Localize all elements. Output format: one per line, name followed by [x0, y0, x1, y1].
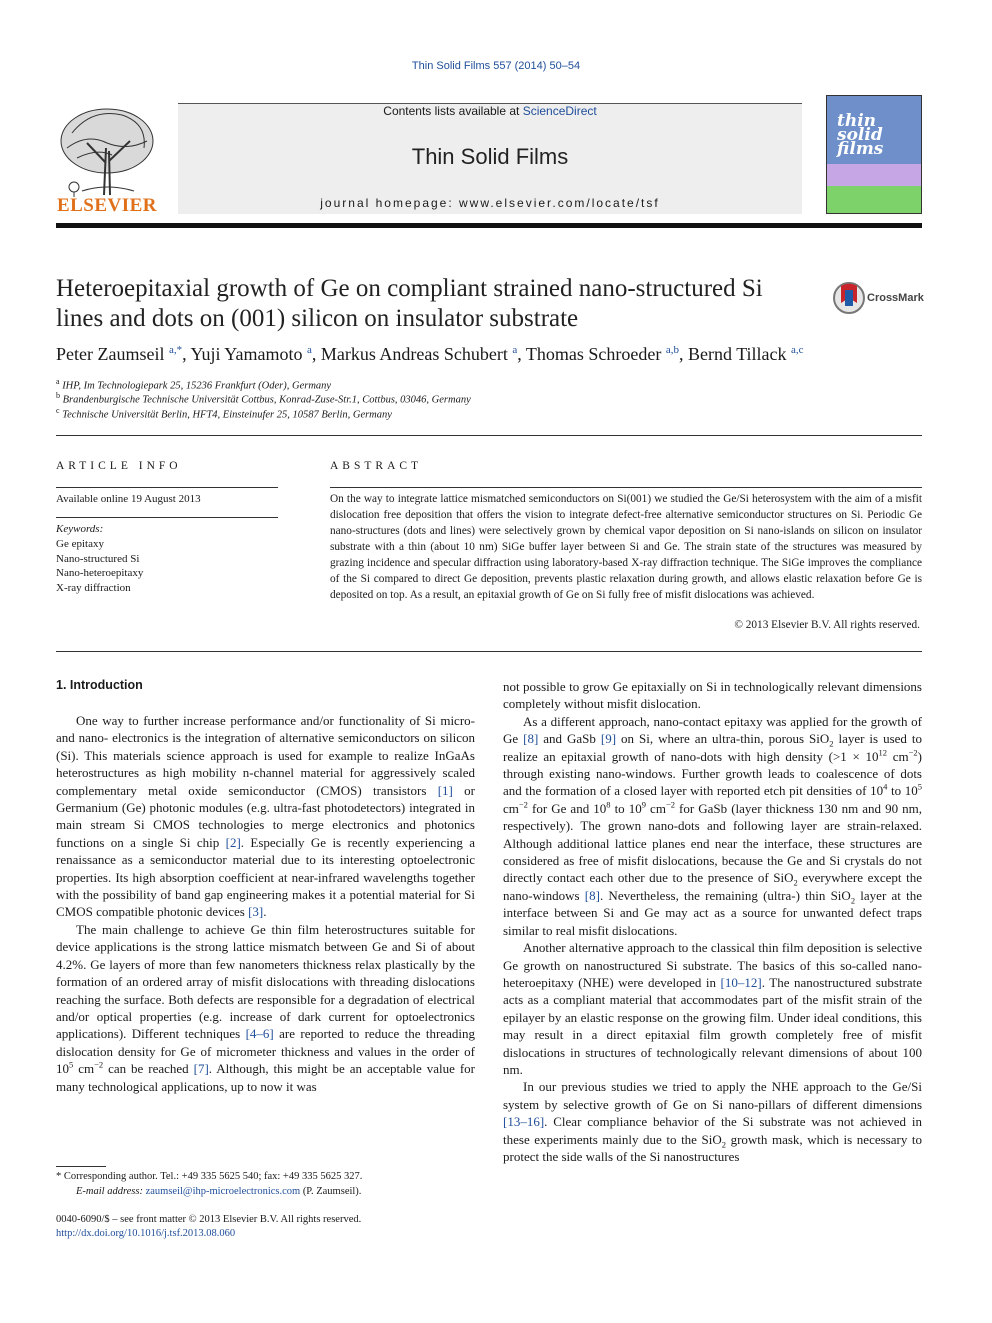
- text-run: . Especially Ge is recently experiencing a renaissance as a semiconductor material due to its interesting optoelectronic properties. Its high absorption coefficient at near-infrared wavelengths together with the possibility of band gap engineering makes it a potential material for Si CMOS compatible photonic devices: [56, 834, 475, 920]
- citation-link[interactable]: [8]: [523, 731, 539, 747]
- journal-title: Thin Solid Films: [411, 144, 569, 169]
- text-run: In our previous studies we tried to apply the NHE approach to the Ge/Si system by selective growth of Ge on Si nano-pillars of different dimensions: [503, 1079, 922, 1112]
- citation-link[interactable]: [4–6]: [245, 1026, 274, 1042]
- author-list: [56, 344, 936, 365]
- keyword: Nano-structured Si: [56, 552, 140, 565]
- section-heading: 1. Introduction: [56, 678, 143, 692]
- author-affiliation-marker[interactable]: a: [306, 344, 312, 356]
- affiliation-a: $^a$ IHP, Im Technologiepark 25, 15236 Frankfurt (Oder), Germany: [56, 377, 332, 392]
- author-name[interactable]: Thomas Schroeder: [525, 344, 666, 364]
- affiliation-b: $^b$ Brandenburgische Technische Universität Cottbus, Konrad-Zuse-Str.1, Cottbus, 03046, Germany: [56, 391, 471, 406]
- text-run: . Clear compliance behavior of the Si substrate was not achieved in these experiments mainly due to the SiO: [503, 1114, 922, 1147]
- superscript: −2: [908, 747, 918, 758]
- divider: [56, 651, 922, 652]
- superscript: −2: [665, 799, 675, 810]
- superscript: 5: [69, 1059, 74, 1070]
- body-paragraph: [503, 939, 922, 1078]
- author-separator: ,: [182, 344, 191, 364]
- footnote-divider: [56, 1166, 106, 1167]
- text-run: cm: [73, 1061, 95, 1077]
- article-title: Heteroepitaxial growth of Ge on compliant strained nano-structured Si lines and dots on (001) silicon on insulator substrate: [56, 275, 763, 332]
- citation-link[interactable]: [3]: [248, 904, 264, 920]
- superscript: 8: [606, 799, 611, 810]
- citation-link[interactable]: [9]: [600, 731, 617, 747]
- author-affiliation-marker[interactable]: a,c: [791, 344, 804, 356]
- journal-homepage[interactable]: journal homepage: www.elsevier.com/locate/tsf: [320, 196, 660, 210]
- keywords-label: Keywords:: [56, 523, 104, 535]
- body-paragraph: [56, 921, 475, 1095]
- email-label: E-mail address:: [76, 1186, 146, 1197]
- subscript: 2: [793, 878, 798, 889]
- superscript: 12: [878, 747, 888, 758]
- body-column-right: [503, 678, 922, 1165]
- body-column-left: [56, 712, 475, 1095]
- superscript: −2: [94, 1059, 104, 1070]
- text-run: . Although, this might be an acceptable value for many technological applications, up to now it was: [56, 1061, 475, 1094]
- citation-link[interactable]: [13–16]: [503, 1114, 545, 1130]
- citation-link[interactable]: [7]: [193, 1061, 209, 1077]
- text-run: Another alternative approach to the classical thin film deposition is selective Ge growth on nanostructured Si substrate. The basics of this so-called nano-heteroepitaxy (NHE) were developed in: [503, 940, 922, 990]
- text-run: and GaSb: [538, 731, 601, 747]
- citation-link[interactable]: [8]: [584, 887, 600, 903]
- corresponding-author-note: * Corresponding author. Tel.: +49 335 5625 540; fax: +49 335 5625 327.: [56, 1171, 363, 1182]
- text-run: .: [263, 904, 267, 920]
- author-name[interactable]: Peter Zaumseil: [56, 344, 169, 364]
- contents-prefix: Contents lists available at: [383, 104, 523, 118]
- superscript: 5: [917, 782, 922, 793]
- text-run: on Si, where an ultra-thin, porous SiO: [616, 731, 830, 747]
- author-separator: ,: [311, 344, 321, 364]
- copyright-notice: © 2013 Elsevier B.V. All rights reserved.: [734, 619, 920, 631]
- citation-link[interactable]: [1]: [437, 782, 453, 798]
- journal-cover-image[interactable]: [826, 95, 922, 214]
- text-run: growth mask, which is necessary to protect the side walls of the Si nanostructures: [503, 1131, 922, 1164]
- text-run: for GaSb (layer thickness 130 nm and 90 nm, respectively). The grown nano-dots and following layer are strain-relaxed. Although additional lattice planes end near the interface, these structures are considered as free of misfit dislocations, because the Ge and Si crystals do not directly contact each other due to the presence of SiO: [503, 800, 923, 886]
- text-run: are reported to reduce the threading dislocation density for Ge of micrometer thickness and values in the order of 10: [56, 1026, 475, 1077]
- superscript: 9: [641, 799, 646, 810]
- author-affiliation-marker[interactable]: a: [512, 344, 518, 356]
- keyword: Ge epitaxy: [56, 538, 104, 550]
- text-run: ) through existing nano-windows. Further growth leads to coalescence of dots and the formation of a closed layer with reported etch pit densities of 10: [503, 748, 923, 799]
- text-run: As a different approach, nano-contact epitaxy was applied for the growth of Ge: [503, 713, 922, 747]
- author-separator: ,: [517, 344, 526, 364]
- text-run: . The nanostructured substrate acts as a compliant material that accommodates part of the misfit strain of the epilayer by an elastic response on the growing film. Under ideal conditions, this may result in a direct epitaxial film growth completely free of misfit dislocations in structures of technologically relevant dimensions of about 100 nm.: [503, 974, 922, 1077]
- subscript: 2: [721, 1139, 726, 1150]
- crossmark-label[interactable]: CrossMark: [867, 292, 924, 304]
- divider: [56, 487, 278, 488]
- issn-line: 0040-6090/$ – see front matter © 2013 Elsevier B.V. All rights reserved.: [56, 1214, 362, 1225]
- body-paragraph: [503, 678, 922, 713]
- article-info-heading: ARTICLE INFO: [56, 460, 182, 472]
- text-run: not possible to grow Ge epitaxially on Si in technologically relevant dimensions completely without misfit dislocation.: [503, 679, 922, 712]
- divider: [56, 517, 278, 518]
- sciencedirect-link[interactable]: ScienceDirect: [522, 104, 597, 118]
- body-paragraph: [56, 712, 475, 921]
- text-run: can be reached: [103, 1061, 194, 1077]
- body-paragraph: [503, 1078, 922, 1165]
- subscript: 2: [829, 738, 834, 749]
- subscript: 2: [850, 895, 856, 906]
- cover-title: thin solid films: [837, 111, 884, 159]
- author-affiliation-marker[interactable]: a,b: [665, 344, 680, 356]
- contents-line: [178, 104, 802, 118]
- divider: [330, 487, 922, 488]
- text-run: or Germanium (Ge) photonic modules (e.g. ultra-fast photodetectors) integrated in main stream Si CMOS technologies to merge electronics and photonics functions on a single Si chip: [56, 782, 475, 850]
- citation-link[interactable]: [2]: [225, 834, 241, 850]
- author-name[interactable]: Bernd Tillack: [688, 344, 792, 364]
- header-divider: [56, 223, 922, 228]
- email-link[interactable]: zaumseil@ihp-microelectronics.com: [145, 1186, 301, 1197]
- email-suffix: (P. Zaumseil).: [300, 1186, 362, 1197]
- email-note: [76, 1186, 361, 1197]
- keyword: Nano-heteroepitaxy: [56, 567, 144, 579]
- available-online-date: Available online 19 August 2013: [56, 493, 201, 505]
- keyword-list: [56, 537, 143, 595]
- divider: [56, 435, 922, 436]
- text-run: cm: [503, 800, 519, 816]
- author-separator: ,: [679, 344, 689, 364]
- text-run: cm: [646, 800, 666, 816]
- author-name[interactable]: Yuji Yamamoto: [190, 344, 307, 364]
- text-run: layer is used to realize an epitaxial growth of nano-dots with high density (>1 × 10: [503, 731, 922, 764]
- journal-citation[interactable]: Thin Solid Films 557 (2014) 50–54: [411, 60, 581, 72]
- elsevier-wordmark: ELSEVIER: [56, 195, 158, 216]
- abstract-text: On the way to integrate lattice mismatched semiconductors on Si(001) we studied the Ge/Si heterosystem with the aim of a misfit dislocation free deposition that offers the vision to integrate defect-free alternative semiconductor structures on Si. Periodic Ge nano-structures (dots and lines) were selectively grown by chemical vapor deposition on Si nano-islands on silicon on insulator substrate with a thin (about 10 nm) SiGe buffer layer between Si and Ge. The strain state of the structures was measured by grazing incidence and specular diffraction using laboratory-based X-ray diffraction technique. The SiGe improves the compliance of the Si compared to direct Ge deposition, prevents plastic relaxation during growth, and allows elastic relaxation before Ge is deposited on top. As a result, an epitaxial growth of Ge on Si fully free of misfit dislocations was achieved.: [330, 493, 922, 601]
- abstract-heading: ABSTRACT: [330, 460, 423, 472]
- doi-link[interactable]: http://dx.doi.org/10.1016/j.tsf.2013.08.060: [56, 1228, 236, 1239]
- author-affiliation-marker[interactable]: a,*: [168, 344, 183, 356]
- text-run: for Ge and 10: [527, 800, 607, 816]
- text-run: The main challenge to achieve Ge thin film heterostructures suitable for device applications is the strong lattice mismatch between Ge and Si of about 4.2%. Ge layers of more than few nanometers thickness relax plastically by the formation of an ordered array of misfit dislocations with threading dislocations reaching the surface. Both defects are responsible for a degradation of electrical and/or optical properties (e.g. increase of dark current for optoelectronics applications). Different techniques: [56, 921, 475, 1042]
- superscript: 4: [883, 782, 888, 793]
- text-run: cm: [887, 748, 909, 764]
- text-run: to 10: [610, 800, 642, 816]
- affiliation-c: $^c$ Technische Universität Berlin, HFT4, Einsteinufer 25, 10587 Berlin, Germany: [56, 406, 392, 421]
- citation-link[interactable]: [10–12]: [720, 974, 762, 990]
- text-run: to 10: [887, 783, 918, 799]
- author-name[interactable]: Markus Andreas Schubert: [320, 344, 513, 364]
- text-run: One way to further increase performance and/or functionality of Si micro- and nano- electronics is the integration of alternative semiconductors on silicon (Si). This materials science approach is used for example to realize InGaAs heterostructures as high mobility n-channel material for aggressively scaled complementary metal oxide semiconductor (CMOS) transistors: [56, 713, 475, 798]
- text-run: layer at the interface between Si and Ge may act as a source for unwanted defect traps similar to real misfit dislocations.: [503, 887, 922, 938]
- superscript: −2: [518, 799, 528, 810]
- text-run: . Nevertheless, the remaining (ultra-) thin SiO: [599, 887, 851, 903]
- text-run: everywhere except the nano-windows: [503, 870, 922, 903]
- keyword: X-ray diffraction: [56, 581, 131, 594]
- body-paragraph: [503, 713, 922, 939]
